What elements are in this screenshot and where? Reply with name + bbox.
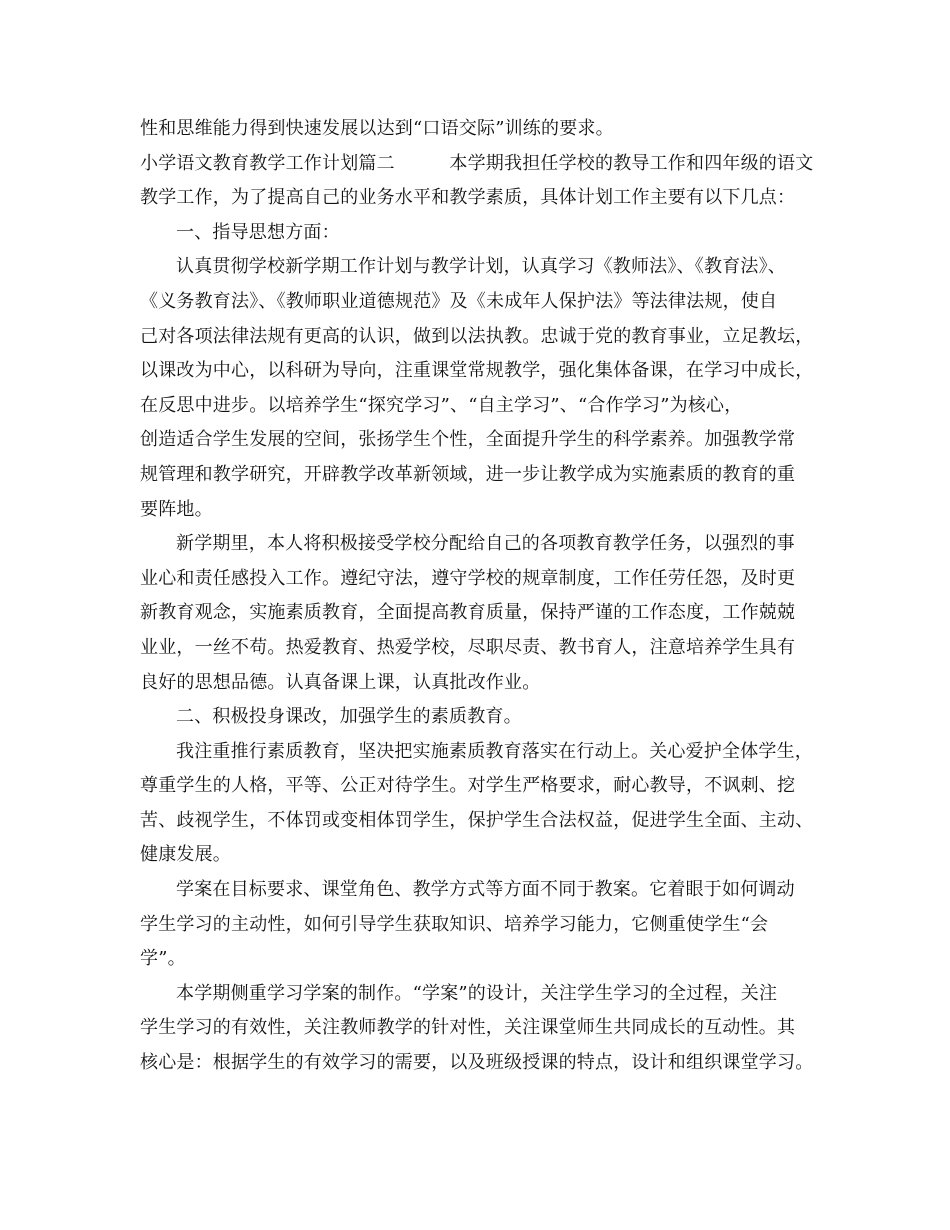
text-line: 核心是：根据学生的有效学习的需要，以及班级授课的特点，设计和组织课堂学习。 xyxy=(140,1052,814,1074)
text-line: 认真贯彻学校新学期工作计划与教学计划，认真学习《教师法》、《教育法》、 xyxy=(176,256,786,278)
text-line: 创造适合学生发展的空间，张扬学生个性，全面提升学生的科学素养。加强教学常 xyxy=(140,429,796,451)
heading-guiding-thought: 一、指导思想方面： xyxy=(176,221,340,243)
text-line: 教学工作，为了提高自己的业务水平和教学素质，具体计划工作主要有以下几点： xyxy=(140,187,796,209)
text-line: 健康发展。 xyxy=(140,844,231,866)
text-line: 规管理和教学研究，开辟教学改革新领域，进一步让教学成为实施素质的教育的重 xyxy=(140,463,796,485)
text-line: 良好的思想品德。认真备课上课，认真批改作业。 xyxy=(140,671,541,693)
text-line: 本学期侧重学习学案的制作。“学案”的设计，关注学生学习的全过程，关注 xyxy=(176,982,778,1004)
text-line: 性和思维能力得到快速发展以达到“口语交际”训练的要求。 xyxy=(140,118,614,139)
text-line: 苦、歧视学生，不体罚或变相体罚学生，保护学生合法权益，促进学生全面、主动、 xyxy=(140,809,814,831)
text-line: 新教育观念，实施素质教育，全面提高教育质量，保持严谨的工作态度，工作兢兢 xyxy=(140,602,796,624)
text-line: 尊重学生的人格，平等、公正对待学生。对学生严格要求，耐心教导，不讽刺、挖 xyxy=(140,775,796,797)
text-line: 以课改为中心，以科研为导向，注重课堂常规教学，强化集体备课，在学习中成长， xyxy=(140,360,814,382)
text-line: 我注重推行素质教育，坚决把实施素质教育落实在行动上。关心爱护全体学生， xyxy=(176,740,813,762)
text-line: 新学期里，本人将积极接受学校分配给自己的各项教育教学任务，以强烈的事 xyxy=(176,533,795,555)
text-line: 学”。 xyxy=(140,948,186,970)
text-line: 业心和责任感投入工作。遵纪守法，遵守学校的规章制度，工作任劳任怨，及时更 xyxy=(140,567,796,589)
text-line: 学生学习的有效性，关注教师教学的针对性，关注课堂师生共同成长的互动性。其 xyxy=(140,1017,796,1039)
text-line: 在反思中进步。以培养学生“探究学习”、“自主学习”、“合作学习”为核心， xyxy=(140,394,743,416)
text-line: 学生学习的主动性，如何引导学生获取知识、培养学习能力，它侧重使学生“会 xyxy=(140,913,769,935)
text-line: 学案在目标要求、课堂角色、教学方式等方面不同于教案。它着眼于如何调动 xyxy=(176,879,795,901)
text-line: 《义务教育法》、《教师职业道德规范》及《未成年人保护法》等法律法规，使自 xyxy=(140,290,778,312)
text-line: 业业，一丝不苟。热爱教育、热爱学校，尽职尽责、教书育人，注意培养学生具有 xyxy=(140,636,796,658)
document-page xyxy=(140,112,830,1081)
text-line: 要阵地。 xyxy=(140,498,213,520)
text-line: 己对各项法律法规有更高的认识，做到以法执教。忠诚于党的教育事业，立足教坛， xyxy=(140,325,814,347)
section-title-line: 小学语文教育教学工作计划篇二 本学期我担任学校的教导工作和四年级的语文 xyxy=(140,152,814,174)
heading-curriculum-reform: 二、积极投身课改，加强学生的素质教育。 xyxy=(176,706,522,728)
